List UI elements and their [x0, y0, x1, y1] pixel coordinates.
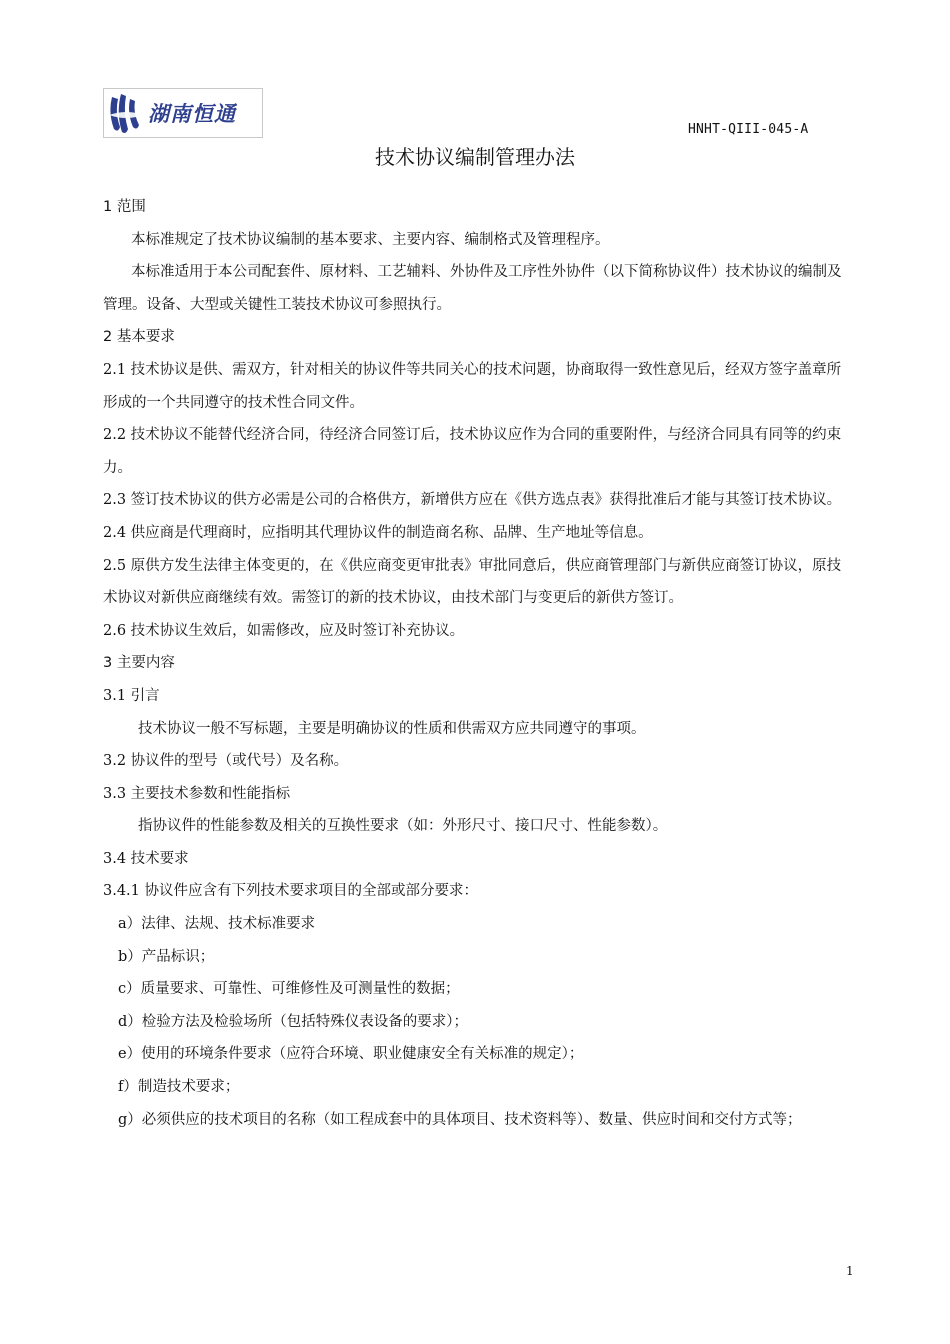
paragraph: 本标准适用于本公司配套件、原材料、工艺辅料、外协件及工序性外协件（以下简称协议件）技术协议的编制及管理。设备、大型或关键性工装技术协议可参照执行。 — [103, 264, 842, 313]
list-item: g）必须供应的技术项目的名称（如工程成套中的具体项目、技术资料等）、数量、供应时间和交付方式等； — [118, 1111, 802, 1128]
clause-3-1: 3.1 引言 — [103, 687, 160, 704]
clause-3-4: 3.4 技术要求 — [103, 850, 189, 867]
document-body — [103, 191, 848, 1136]
clause-2-3: 2.3 签订技术协议的供方必需是公司的合格供方，新增供方应在《供方选点表》获得批准后才能与其签订技术协议。 — [103, 492, 842, 509]
list-item: a）法律、法规、技术标准要求 — [118, 916, 316, 933]
list-item: e）使用的环境条件要求（应符合环境、职业健康安全有关标准的规定）； — [118, 1046, 584, 1063]
document-title: 技术协议编制管理办法 — [375, 145, 575, 169]
logo-text: 湖南恒通 — [148, 102, 236, 126]
paragraph: 指协议件的性能参数及相关的互换性要求（如：外形尺寸、接口尺寸、性能参数）。 — [138, 818, 668, 835]
clause-3-3: 3.3 主要技术参数和性能指标 — [103, 785, 291, 802]
clause-2-2: 2.2 技术协议不能替代经济合同，待经济合同签订后，技术协议应作为合同的重要附件，与经济合同具有同等的约束力。 — [103, 427, 842, 476]
document-code: HNHT-QIII-045-A — [688, 122, 809, 137]
paragraph: 本标准规定了技术协议编制的基本要求、主要内容、编制格式及管理程序。 — [131, 231, 610, 248]
list-item: c）质量要求、可靠性、可维修性及可测量性的数据； — [118, 981, 460, 998]
company-logo — [103, 88, 263, 138]
clause-2-1: 2.1 技术协议是供、需双方，针对相关的协议件等共同关心的技术问题，协商取得一致性意见后，经双方签字盖章所形成的一个共同遵守的技术性合同文件。 — [103, 361, 842, 411]
clause-2-6: 2.6 技术协议生效后，如需修改，应及时签订补充协议。 — [103, 622, 465, 639]
paragraph: 技术协议一般不写标题，主要是明确协议的性质和供需双方应共同遵守的事项。 — [138, 720, 646, 737]
list-item: f）制造技术要求； — [118, 1079, 240, 1096]
clause-2-4: 2.4 供应商是代理商时，应指明其代理协议件的制造商名称、品牌、生产地址等信息。 — [103, 524, 653, 541]
clause-3-2: 3.2 协议件的型号（或代号）及名称。 — [103, 753, 349, 770]
section-heading-basic-requirements: 2 基本要求 — [103, 329, 175, 346]
list-item: d）检验方法及检验场所（包括特殊仪表设备的要求）； — [118, 1013, 469, 1030]
page-number: 1 — [846, 1264, 854, 1278]
section-heading-scope: 1 范围 — [103, 199, 146, 215]
list-item: b）产品标识； — [118, 948, 215, 965]
logo-icon — [106, 91, 146, 135]
section-heading-main-content: 3 主要内容 — [103, 655, 175, 672]
clause-2-5: 2.5 原供方发生法律主体变更的，在《供应商变更审批表》审批同意后，供应商管理部门与新供应商签订协议，原技术协议对新供应商继续有效。需签订的新的技术协议，由技术部门与变更后的新供方签订。 — [103, 557, 842, 607]
clause-3-4-1: 3.4.1 协议件应含有下列技术要求项目的全部或部分要求： — [103, 883, 479, 900]
